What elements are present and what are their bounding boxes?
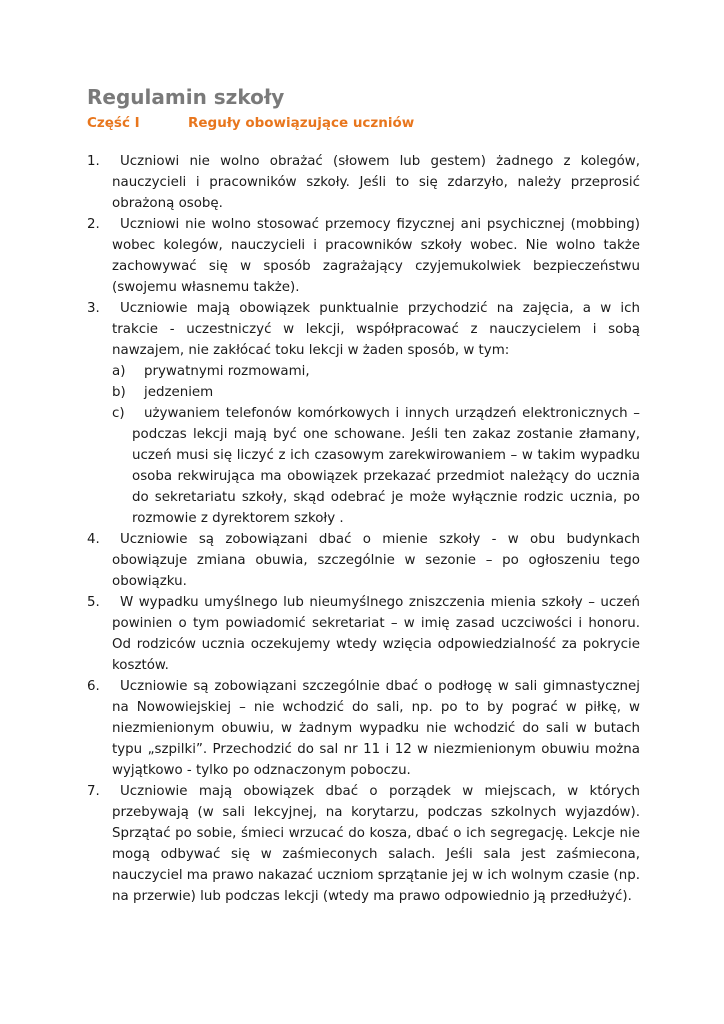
rule-text: Uczniowie są zobowiązani dbać o mienie szkoły - w obu budynkach obowiązuje zmiana obuwia, szczególnie w sezonie – po ogłoszeniu tego obowiązku. <box>112 532 640 589</box>
rule-item <box>87 592 640 676</box>
sub-item <box>112 382 640 403</box>
rule-item <box>87 781 640 907</box>
rule-text: Uczniowie są zobowiązani szczególnie dbać o podłogę w sali gimnastycznej na Nowowiejskiej – nie wchodzić do sali, np. po to by pograć w piłkę, w niezmienionym obuwiu, w żadnym wypadku nie wchodzić do sali w butach typu „szpilki”. Przechodzić do sal nr 11 i 12 w niezmienionym obuwiu można wyjątkowo - tylko po odznaczonym poboczu. <box>112 679 640 778</box>
sub-item-letter: c) <box>112 406 125 421</box>
rule-text: Uczniowie mają obowiązek dbać o porządek w miejscach, w których przebywają (w sali lekcyjnej, na korytarzu, podczas szkolnych wyjazdów). Sprzątać po sobie, śmieci wrzucać do kosza, dbać o ich segregację. Lekcje nie mogą odbywać się w zaśmieconych salach. Jeśli sala jest zaśmiecona, nauczyciel ma prawo nakazać uczniom sprzątanie jej w ich wolnym czasie (np. na przerwie) lub podczas lekcji (wtedy ma prawo odpowiednio ją przedłużyć). <box>112 784 640 904</box>
part-label: Część I <box>87 115 140 131</box>
rule-item <box>87 529 640 592</box>
sub-item-text: używaniem telefonów komórkowych i innych urządzeń elektronicznych – podczas lekcji mają być one schowane. Jeśli ten zakaz zostanie złamany, uczeń musi się liczyć z ich czasowym zarekwirowaniem – w takim wypadku osoba rekwirująca ma obowiązek przekazać przedmiot należący do ucznia do sekretariatu szkoły, skąd odebrać je może wyłącznie rodzic ucznia, po rozmowie z dyrektorem szkoły . <box>132 406 640 526</box>
rule-number: 5. <box>87 595 100 610</box>
sub-item-letter: a) <box>112 364 126 379</box>
rule-text: Uczniowi nie wolno stosować przemocy fizycznej ani psychicznej (mobbing) wobec kolegów, nauczycieli i pracowników szkoły wobec. Nie wolno także zachowywać się w sposób zagrażający czyjemukolwiek bezpieczeństwu (swojemu własnemu także). <box>112 217 640 295</box>
part-title: Reguły obowiązujące uczniów <box>188 115 415 131</box>
rule-number: 2. <box>87 217 100 232</box>
rule-item <box>87 214 640 298</box>
rule-item <box>87 151 640 214</box>
rule-number: 7. <box>87 784 100 799</box>
sub-item-text: prywatnymi rozmowami, <box>144 364 310 379</box>
part-heading <box>87 115 414 131</box>
rule-item <box>87 676 640 781</box>
sub-item <box>112 403 640 529</box>
rule-number: 1. <box>87 154 100 169</box>
rules-list <box>87 151 640 907</box>
rule-sublist <box>112 361 640 529</box>
sub-item-text: jedzeniem <box>144 385 214 400</box>
rule-number: 6. <box>87 679 100 694</box>
rule-number: 4. <box>87 532 100 547</box>
rule-text: W wypadku umyślnego lub nieumyślnego zniszczenia mienia szkoły – uczeń powinien o tym powiadomić sekretariat – w imię zasad uczciwości i honoru. Od rodziców ucznia oczekujemy wtedy wzięcia odpowiedzialność za pokrycie kosztów. <box>112 595 640 673</box>
sub-item-letter: b) <box>112 385 126 400</box>
sub-item <box>112 361 640 382</box>
rule-text: Uczniowi nie wolno obrażać (słowem lub gestem) żadnego z kolegów, nauczycieli i pracowników szkoły. Jeśli to się zdarzyło, należy przeprosić obrażoną osobę. <box>112 154 640 211</box>
rule-number: 3. <box>87 301 100 316</box>
document-title: Regulamin szkoły <box>87 85 285 109</box>
rule-text: Uczniowie mają obowiązek punktualnie przychodzić na zajęcia, a w ich trakcie - uczestniczyć w lekcji, współpracować z nauczycielem i sobą nawzajem, nie zakłócać toku lekcji w żaden sposób, w tym: <box>112 301 640 358</box>
rule-item <box>87 298 640 529</box>
